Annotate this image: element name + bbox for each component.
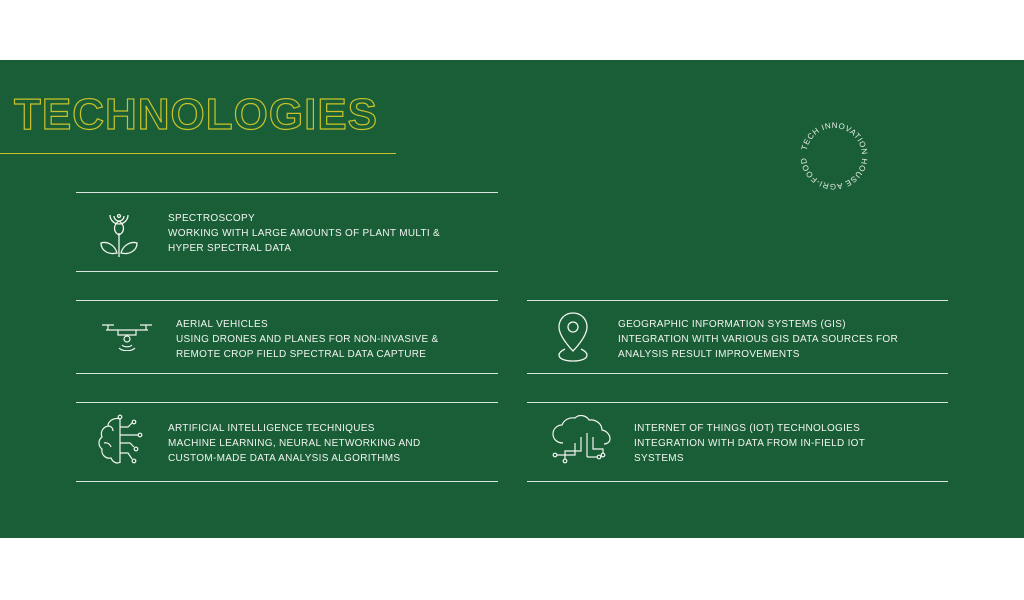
- drone-icon: [100, 321, 154, 351]
- tech-card-aerial-vehicles: [76, 300, 498, 374]
- iot-cloud-icon: [551, 415, 613, 467]
- badge-text: TECH INNOVATION HOUSE AGRI-FOOD: [798, 120, 870, 192]
- tech-description-line: INTEGRATION WITH DATA FROM IN-FIELD IOT: [634, 438, 866, 449]
- tech-title: INTERNET OF THINGS (IOT) TECHNOLOGIES: [634, 423, 861, 434]
- tech-description-line: ANALYSIS RESULT IMPROVEMENTS: [618, 349, 800, 360]
- tech-card-iot: [527, 402, 948, 482]
- svg-text:TECH INNOVATION HOUSE AGRI-FOO: [799, 121, 869, 191]
- page-title: TECHNOLOGIES: [14, 90, 379, 139]
- tech-card-text: [168, 211, 440, 256]
- tech-title: GEOGRAPHIC INFORMATION SYSTEMS (GIS): [618, 319, 846, 330]
- tech-card-gis: [527, 300, 948, 374]
- tech-card-text: [168, 421, 420, 466]
- tech-title: AERIAL VEHICLES: [176, 319, 268, 330]
- tech-description-line: SYSTEMS: [634, 453, 684, 464]
- tech-description-line: WORKING WITH LARGE AMOUNTS OF PLANT MULTI &: [168, 228, 440, 239]
- tech-title: SPECTROSCOPY: [168, 213, 255, 224]
- plant-spectroscopy-icon: [98, 207, 140, 259]
- tech-card-text: [176, 317, 438, 362]
- technologies-slide: [0, 60, 1024, 538]
- tech-description-line: CUSTOM-MADE DATA ANALYSIS ALGORITHMS: [168, 453, 401, 464]
- tech-card-spectroscopy: [76, 192, 498, 272]
- tech-description-line: MACHINE LEARNING, NEURAL NETWORKING AND: [168, 438, 421, 449]
- tech-description-line: INTEGRATION WITH VARIOUS GIS DATA SOURCES FOR: [618, 334, 898, 345]
- tech-card-text: [618, 317, 898, 362]
- tech-card-text: [634, 421, 865, 466]
- tech-description-line: HYPER SPECTRAL DATA: [168, 243, 292, 254]
- tech-innovation-house-badge: [798, 120, 870, 192]
- tech-description-line: REMOTE CROP FIELD SPECTRAL DATA CAPTURE: [176, 349, 427, 360]
- tech-description-line: USING DRONES AND PLANES FOR NON-INVASIVE &: [176, 334, 439, 345]
- tech-card-ai: [76, 402, 498, 482]
- ai-brain-icon: [98, 413, 144, 469]
- location-pin-icon: [555, 309, 591, 365]
- title-underline: [0, 153, 396, 154]
- tech-title: ARTIFICIAL INTELLIGENCE TECHNIQUES: [168, 423, 375, 434]
